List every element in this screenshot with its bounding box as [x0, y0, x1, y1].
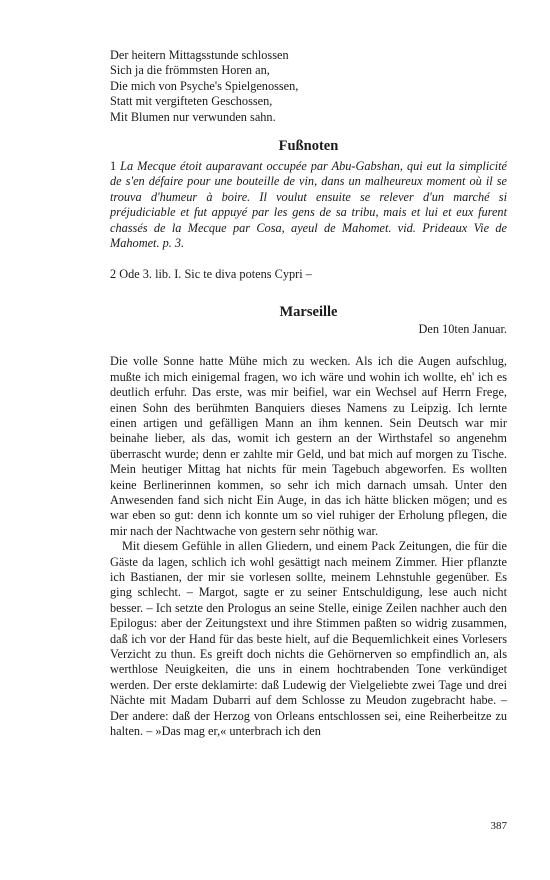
footnotes-heading: Fußnoten	[278, 138, 339, 155]
poem-line: Der heitern Mittagsstunde schlossen	[110, 48, 289, 62]
poem-line: Die mich von Psyche's Spielgenossen,	[110, 78, 299, 93]
footnote-1	[110, 159, 507, 251]
poem-line: Sich ja die frömmsten Horen an,	[110, 63, 270, 78]
footnote-2: 2 Ode 3. lib. I. Sic te diva potens Cypri –	[110, 267, 312, 282]
footnote-text: La Mecque étoit auparavant occupée par Abu-Gabshan, qui eut la simplicité de s'en défaire pour une bouteille de vin, dans un malheureux moment où il se trouva d'humeur à boire. Il voulut ensuite se relever d'un marché si préjudiciable et fut appuyé par les gens de sa tribu, mais et lui et eux furent chassés de la Mecque par Cosa, ayeul de Mahomet. vid. Prideaux Vie de Mahomet. p. 3.	[110, 159, 507, 251]
poem-line: Mit Blumen nur verwunden sahn.	[110, 109, 276, 124]
body-paragraph: Mit diesem Gefühle in allen Gliedern, und einem Pack Zeitungen, die für die Gäste da lagen, schlich ich wohl gesättigt nach meinem Zimmer. Hier pflanzte ich Bastianen, der mir sie vorlesen sollte, meinem Lehnstuhle gegenüber. Es ging schlecht. – Margot, sagte er zu seiner Entschuldigung, lese auch nicht besser. – Ich setzte den Prologus an seine Stelle, einige Zeilen nachher auch den Epilogus: aber der Zeitungstext und ihre Stimmen paßten so widrig zusammen, daß ich vor der Hand für das beste hielt, auf die Bequemlichkeit eines Vorlesers Verzicht zu thun. Es greift doch nichts die Gehörnerven so empfindlich an, als werthlose Neuigkeiten, die uns in einem hochtrabenden Tone verkündiget werden. Der erste deklamirte: daß Ludewig der Vielgeliebte zwei Tage und drei Nächte mit Madam Dubarri auf dem Schlosse zu Meudon zugebracht habe. – Der andere: daß der Herzog von Orleans entschlossen sei, eine Reiherbeitze zu halten. – »Das mag er,« unterbrach ich den	[110, 539, 507, 739]
poem-line: Statt mit vergifteten Geschossen,	[110, 94, 273, 109]
footnote-number: 1	[110, 159, 117, 174]
dateline: Den 10ten Januar.	[418, 321, 507, 336]
section-heading: Marseille	[279, 303, 338, 320]
poem-stanza	[110, 48, 507, 125]
body-paragraph: Die volle Sonne hatte Mühe mich zu wecken. Als ich die Augen aufschlug, mußte ich mich einigemal fragen, wo ich wäre und wohin ich wollte, eh' ich es deutlich erfuhr. Das erste, was mir beifiel, war ein Wechsel auf Herrn Frege, einen Sohn des berühmten Banquiers dieses Namens zu Leipzig. Ich lernte einen artigen und gefälligen Mann an ihm kennen. Sein Deutsch war mir beinahe lieber, als das, womit ich gestern an der Wirthstafel so angenehm überrascht wurde; denn er zahlte mir Geld, und bat mich auf morgen zu Tische. Mein heutiger Mittag hat nichts für mein Tagebuch abgeworfen. Es wollten keine Berlinerinnen kommen, so sehr ich mich darnach umsah. Unter den Anwesenden fand sich nicht Ein Auge, in das ich hätte blicken mögen; und es war eben so gut: denn ich konnte um so viel ruhiger der Erholung pflegen, die mir nach der Nachtwache von gestern sehr nöthig war.	[110, 354, 507, 538]
page-number: 387	[490, 820, 507, 832]
page-content	[110, 48, 507, 739]
